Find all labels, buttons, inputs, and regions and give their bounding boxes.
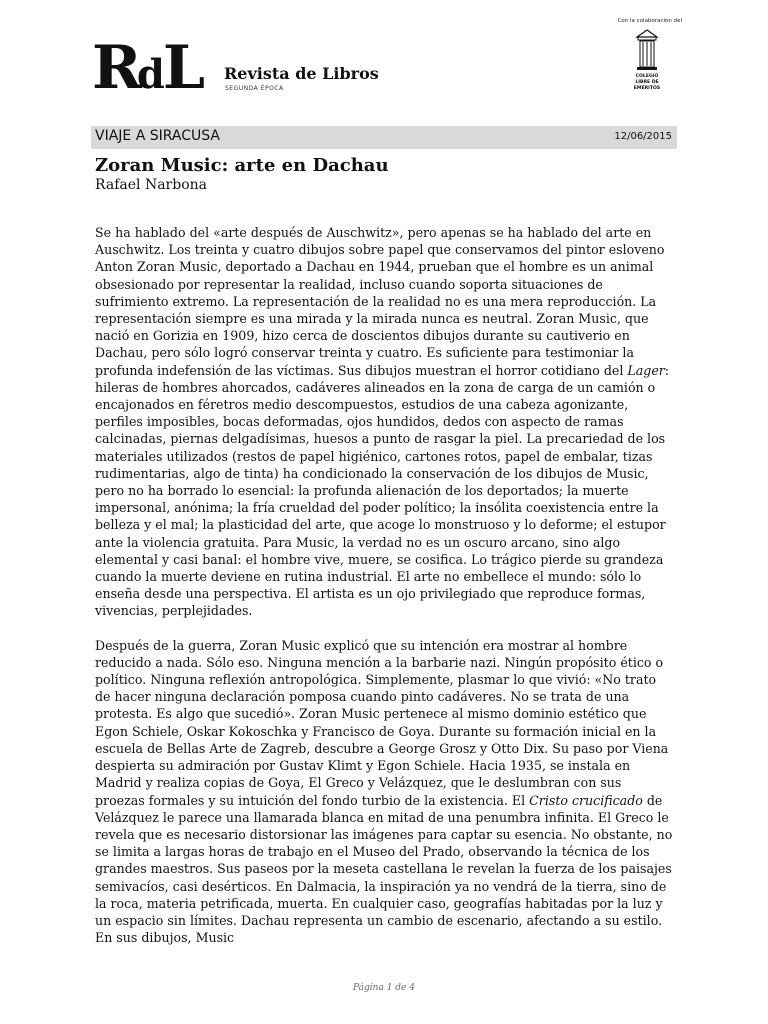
article-body [95, 224, 675, 963]
colegio-logo-icon [634, 28, 660, 96]
page-number: Página 1 de 4 [353, 983, 415, 993]
logo-mark: RdL [92, 33, 201, 103]
svg-text:COLEGIO: COLEGIO [635, 74, 659, 79]
svg-text:EMÉRITOS: EMÉRITOS [634, 86, 660, 91]
brand-name: Revista de Libros [224, 64, 379, 83]
emphasis-cristo-crucificado: Cristo crucificado [529, 792, 643, 808]
publication-date: 12/06/2015 [614, 131, 672, 142]
paragraph-2: Después de la guerra, Zoran Music explicó que su intención era mostrar al hombre reducido a nada. Sólo eso. Ninguna mención a la barbarie nazi. Ningún propósito ético o político. Ninguna reflexión antropológica. Simplemente, plasmar lo que vivió: «No trato de hacer ninguna declaración pomposa cuando pinto cadáveres. No se trata de una protesta. Es algo que sucedió». Zoran Music pertenece al mismo dominio estético que Egon Schiele, Oskar Kokoschka y Francisco de Goya. Durante su formación inicial en la escuela de Bellas Arte de Zagreb, descubre a George Grosz y Otto Dix. Su paso por Viena despierta su admiración por Gustav Klimt y Egon Schiele. Hacia 1935, se instala en Madrid y realiza copias de Goya, El Greco y Velázquez, que le deslumbran con sus proezas formales y su intuición del fondo turbio de la existencia. El Cristo crucificado de Velázquez le parece una llamarada blanca en mitad de una penumbra infinita. El Greco le revela que es necesario distorsionar las imágenes para captar su esencia. No obstante, no se limita a largas horas de trabajo en el Museo del Prado, observando la técnica de los grandes maestros. Sus paseos por la meseta castellana le revelan la fuerza de los paisajes semivacíos, casi desérticos. En Dalmacia, la inspiración ya no vendrá de la tierra, sino de la roca, materia petrificada, muerta. En cualquier caso, geografías habitadas por la luz y un espacio sin límites. Dachau representa un cambio de escenario, afectando a su estilo. En sus dibujos, Music [95, 637, 673, 946]
section-label[interactable]: VIAJE A SIRACUSA [95, 128, 220, 144]
collaboration-text: Con la colaboración del [617, 18, 682, 24]
brand-subtitle: SEGUNDA ÉPOCA [225, 85, 284, 92]
emphasis-lager: Lager [627, 362, 665, 378]
article-title: Zoran Music: arte en Dachau [95, 155, 389, 176]
svg-text:LIBRE DE: LIBRE DE [635, 80, 659, 85]
section-header-bar [91, 126, 677, 149]
paragraph-1: Se ha hablado del «arte después de Auschwitz», pero apenas se ha hablado del arte en Auschwitz. Los treinta y cuatro dibujos sobre papel que conservamos del pintor esloveno Anton Zoran Music, deportado a Dachau en 1944, prueban que el hombre es un animal obsesionado por representar la realidad, incluso cuando soporta situaciones de sufrimiento extremo. La representación de la realidad no es una mera reproducción. La representación siempre es una mirada y la mirada nunca es neutral. Zoran Music, que nació en Gorizia en 1909, hizo cerca de doscientos dibujos durante su cautiverio en Dachau, pero sólo logró conservar treinta y cuatro. Es suficiente para testimoniar la profunda indefensión de las víctimas. Sus dibujos muestran el horror cotidiano del Lager: hileras de hombres ahorcados, cadáveres alineados en la zona de carga de un camión o encajonados en féretros medio descompuestos, estudios de una cabeza agonizante, perfiles imposibles, bocas deformadas, ojos hundidos, dedos con aspecto de ramas calcinadas, piernas delgadísimas, huesos a punto de rasgar la piel. La precariedad de los materiales utilizados (restos de papel higiénico, cartones rotos, papel de embalar, tizas rudimentarias, algo de tinta) ha condicionado la conservación de los dibujos de Music, pero no ha borrado lo esencial: la profunda alienación de los deportados; la muerte impersonal, anónima; la fría crueldad del poder político; la insólita coexistencia entre la belleza y el mal; la plasticidad del arte, que acoge lo monstruoso y lo deforme; el estupor ante la violencia gratuita. Para Music, la verdad no es un oscuro arcano, sino algo elemental y casi banal: el hombre vive, muere, se cosifica. Lo trágico pierde su grandeza cuando la muerte deviene en rutina industrial. El arte no embellece el mundo: sólo lo enseña desde una perspectiva. El artista es un ojo privilegiado que reproduce formas, vivencias, perplejidades. [95, 225, 670, 619]
article-author[interactable]: Rafael Narbona [95, 177, 207, 193]
